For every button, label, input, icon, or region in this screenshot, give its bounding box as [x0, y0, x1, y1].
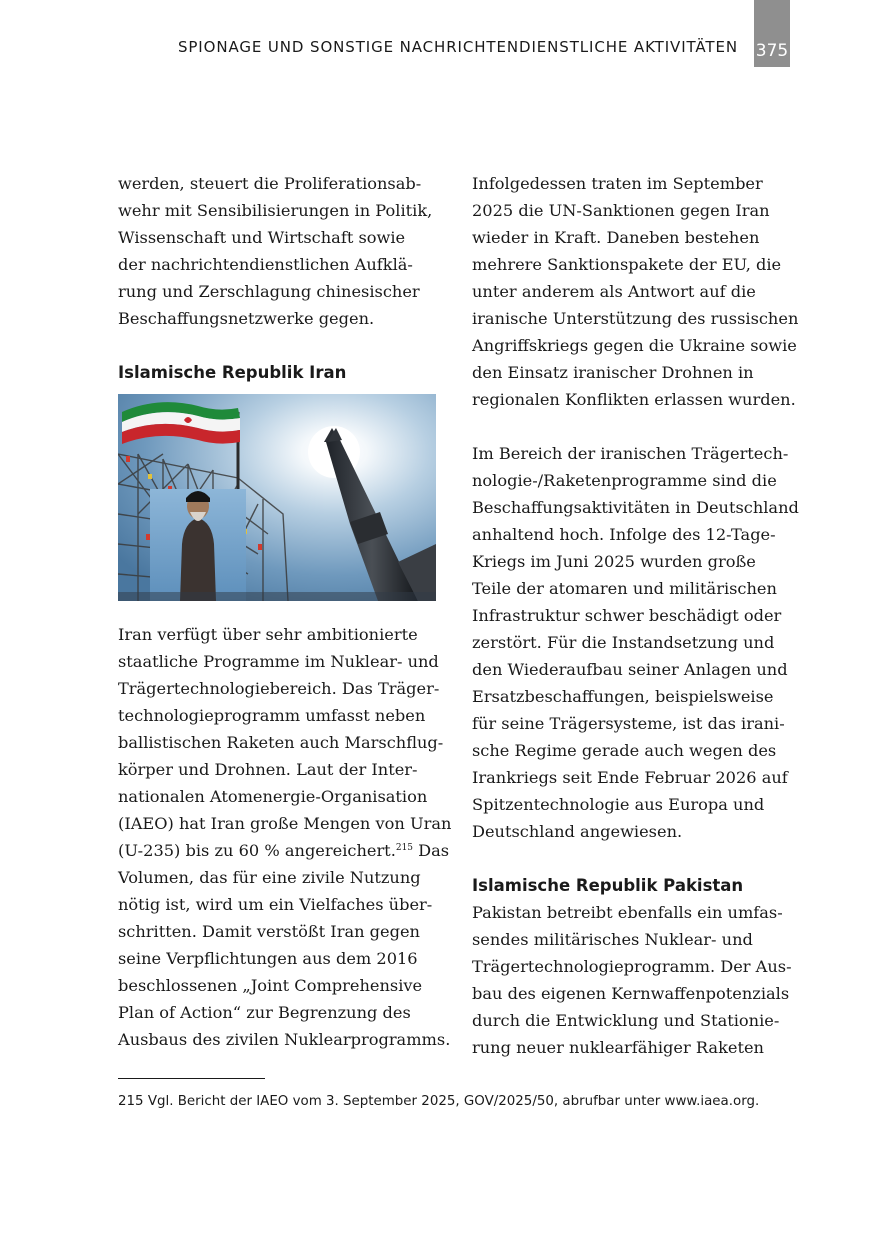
text-line: mehrere Sanktionspakete der EU, die [472, 255, 782, 274]
text-line: Ausbaus des zivilen Nuklearprogramms. [118, 1030, 451, 1049]
text-line: Volumen, das für eine zivile Nutzung [118, 868, 421, 887]
page-number: 375 [755, 41, 789, 61]
text-line: beschlossenen „Joint Comprehensive [118, 976, 423, 995]
text-line: bau des eigenen Kernwaffenpotenzials [472, 984, 790, 1003]
text-line: sche Regime gerade auch wegen des [472, 741, 777, 760]
iran-paragraph [118, 621, 452, 1053]
text-line: den Einsatz iranischer Drohnen in [472, 363, 754, 382]
text-line: den Wiederaufbau seiner Anlagen und [472, 660, 788, 679]
text-line: Spitzentechnologie aus Europa und [472, 795, 765, 814]
section-heading-pakistan: Islamische Republik Pakistan [472, 876, 744, 895]
paragraph-gap [472, 413, 792, 440]
section-heading-iran: Islamische Republik Iran [118, 363, 347, 382]
text-line: unter anderem als Antwort auf die [472, 282, 756, 301]
page-number-tab [754, 0, 790, 67]
text-line: Angriffskriegs gegen die Ukraine sowie [472, 336, 797, 355]
text-line: rung neuer nuklearfähiger Raketen [472, 1038, 764, 1057]
text-line: Infrastruktur schwer beschädigt oder [472, 606, 782, 625]
text-line: ballistischen Raketen auch Marschflug- [118, 733, 444, 752]
text-line: Kriegs im Juni 2025 wurden große [472, 552, 756, 571]
text-line: der nachrichtendienstlichen Aufklä- [118, 255, 413, 274]
procurement-paragraph [472, 440, 799, 845]
text-line: Teile der atomaren und militärischen [472, 579, 777, 598]
text-line: Beschaffungsnetzwerke gegen. [118, 309, 375, 328]
text-line: wieder in Kraft. Daneben bestehen [472, 228, 760, 247]
text-line: technologieprogramm umfasst neben [118, 706, 426, 725]
text-line: Wissenschaft und Wirtschaft sowie [118, 228, 406, 247]
text-line: Deutschland angewiesen. [472, 822, 683, 841]
text-line: Plan of Action“ zur Begrenzung des [118, 1003, 411, 1022]
right-column [472, 170, 799, 1061]
text-line: Ersatzbeschaffungen, beispielsweise [472, 687, 774, 706]
left-column [118, 170, 452, 1053]
text-line: Trägertechnologiebereich. Das Träger- [118, 679, 440, 698]
text-line: werden, steuert die Proliferationsab- [118, 174, 422, 193]
text-line: sendes militärisches Nuklear- und [472, 930, 753, 949]
text-line: staatliche Programme im Nuklear- und [118, 652, 439, 671]
footnote-text: 215 Vgl. Bericht der IAEO vom 3. September 2025, GOV/2025/50, abrufbar unter www.iaea.org. [118, 1094, 760, 1109]
text-line: nötig ist, wird um ein Vielfaches über- [118, 895, 433, 914]
text-line: rung und Zerschlagung chinesischer [118, 282, 420, 301]
text-line: Im Bereich der iranischen Trägertech- [472, 444, 789, 463]
intro-paragraph [118, 170, 440, 332]
footnote-divider [118, 1078, 265, 1079]
paragraph-gap [118, 332, 440, 359]
text-line: anhaltend hoch. Infolge des 12-Tage- [472, 525, 776, 544]
text-line: (IAEO) hat Iran große Mengen von Uran [118, 814, 452, 833]
text-line: Irankriegs seit Ende Februar 2026 auf [472, 768, 788, 787]
text-line: zerstört. Für die Instandsetzung und [472, 633, 775, 652]
footnote-marker[interactable]: 215 [395, 843, 414, 853]
missile-flag-photo [118, 394, 436, 601]
text-line: iranische Unterstützung des russischen [472, 309, 799, 328]
pakistan-paragraph [472, 899, 792, 1061]
text-line: nologie-/Raketenprogramme sind die [472, 471, 777, 490]
text-line: körper und Drohnen. Laut der Inter- [118, 760, 418, 779]
text-line: seine Verpflichtungen aus dem 2016 [118, 949, 418, 968]
text-line: Trägertechnologieprogramm. Der Aus- [472, 957, 792, 976]
text-line: Infolgedessen traten im September [472, 174, 763, 193]
running-header: SPIONAGE UND SONSTIGE NACHRICHTENDIENSTLICHE AKTIVITÄTEN [177, 38, 738, 56]
line-text: Das [413, 841, 450, 860]
text-line: schritten. Damit verstößt Iran gegen [118, 922, 420, 941]
text-line-with-footnote [118, 837, 450, 864]
sanctions-paragraph [472, 170, 799, 413]
text-line: durch die Entwicklung und Stationie- [472, 1011, 780, 1030]
text-line: Beschaffungsaktivitäten in Deutschland [472, 498, 799, 517]
text-line: wehr mit Sensibilisierungen in Politik, [118, 201, 433, 220]
text-line: für seine Trägersysteme, ist das irani- [472, 714, 785, 733]
text-line: regionalen Konflikten erlassen wurden. [472, 390, 796, 409]
text-line: Iran verfügt über sehr ambitionierte [118, 625, 418, 644]
line-text: (U-235) bis zu 60 % angereichert. [118, 841, 396, 860]
paragraph-gap [472, 845, 792, 872]
text-line: Pakistan betreibt ebenfalls ein umfas- [472, 903, 783, 922]
text-line: nationalen Atomenergie-Organisation [118, 787, 428, 806]
text-line: 2025 die UN-Sanktionen gegen Iran [472, 201, 770, 220]
